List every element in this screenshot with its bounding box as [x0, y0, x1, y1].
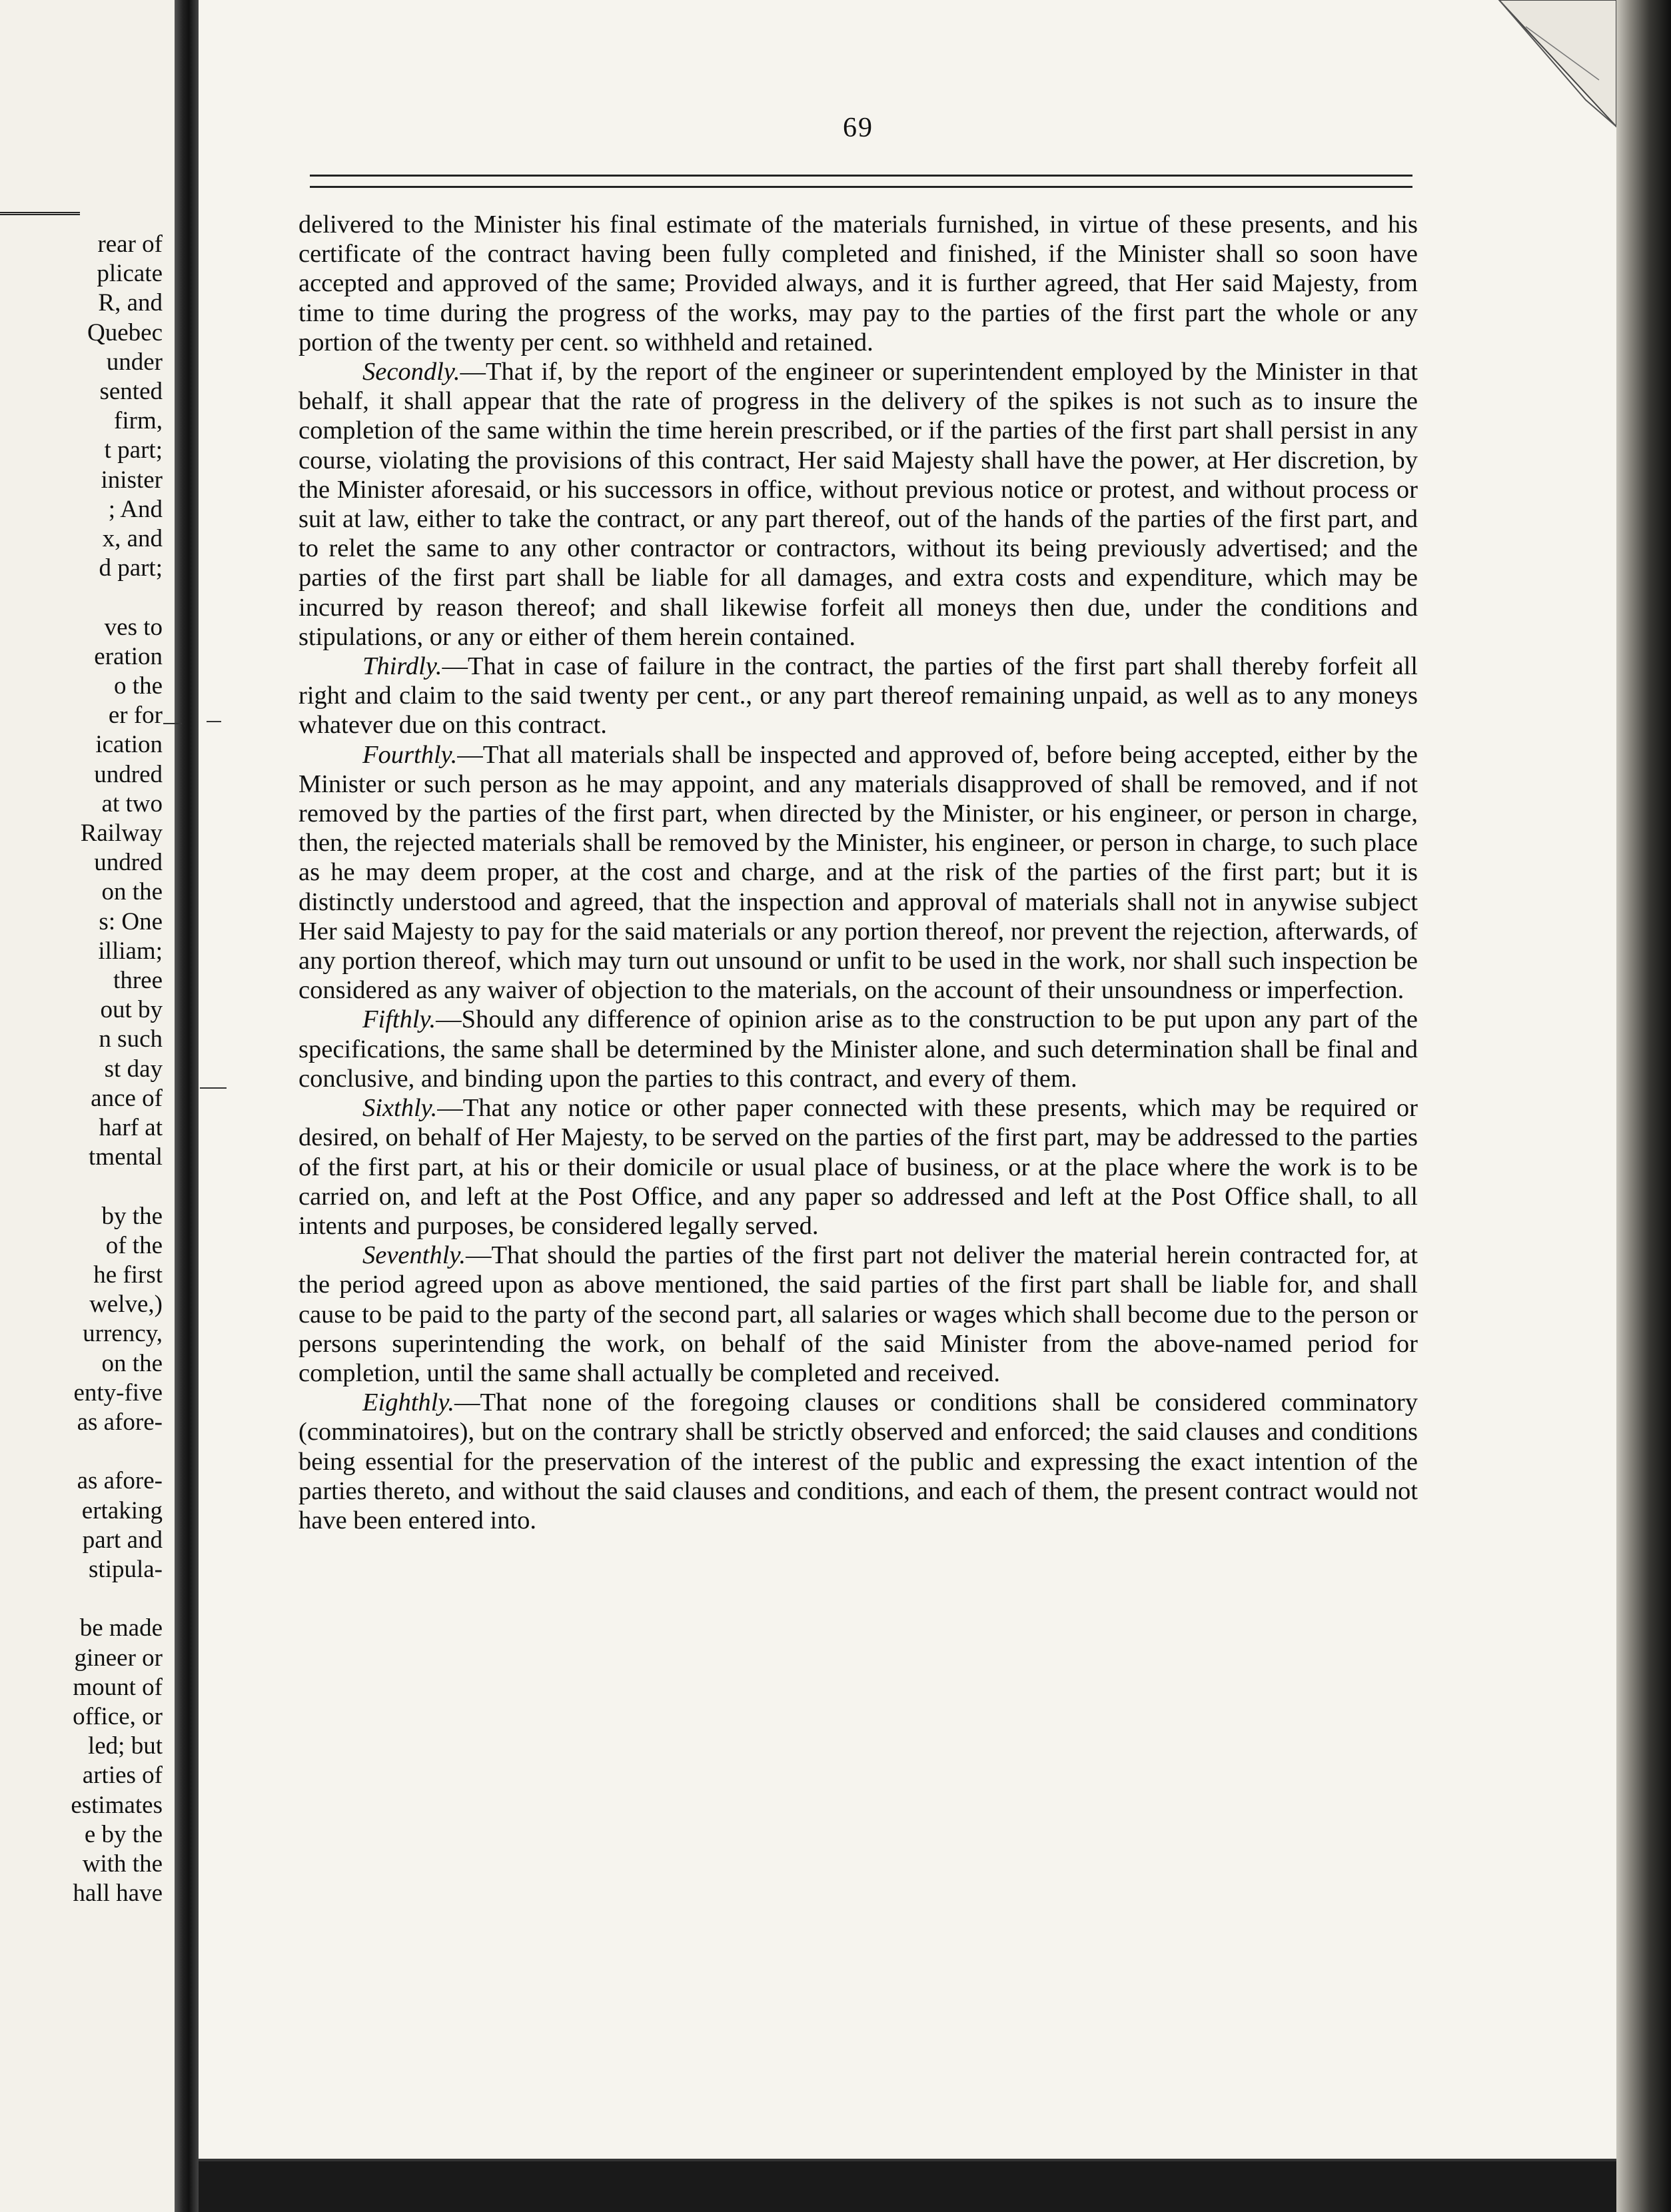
left-page-line: part and	[82, 1526, 163, 1554]
paragraph	[298, 1005, 1418, 1093]
left-page-rule	[0, 212, 80, 215]
left-page-line: e by the	[84, 1820, 163, 1848]
left-page-line: illiam;	[98, 937, 163, 965]
left-page-line: tmental	[89, 1143, 163, 1171]
left-page-line: enty-five	[73, 1379, 163, 1406]
left-page-line: plicate	[97, 260, 163, 288]
left-page-line: harf at	[99, 1114, 163, 1141]
left-page-line: x, and	[102, 525, 163, 552]
header-rule	[310, 175, 1412, 188]
left-page-fragment	[0, 0, 175, 2212]
book-gutter	[175, 0, 199, 2212]
left-page-line: ves to	[104, 613, 163, 641]
paragraph	[298, 1093, 1418, 1241]
left-page-line: ; And	[108, 495, 163, 523]
left-page-line: eration	[94, 642, 163, 670]
left-page-line: of the	[105, 1231, 163, 1259]
left-page-line: n such	[99, 1025, 163, 1053]
left-page-line: ertaking	[81, 1496, 163, 1524]
page-edge	[1616, 0, 1671, 2212]
paragraph	[298, 210, 1418, 357]
left-page-line: er for	[108, 702, 163, 730]
left-page-line: gineer or	[74, 1644, 163, 1672]
left-page-line: on the	[101, 878, 163, 906]
left-page-line: out by	[100, 996, 163, 1024]
left-page-line: sented	[99, 378, 163, 405]
paragraph	[298, 1388, 1418, 1535]
paragraph-lead: Fourthly.	[362, 740, 458, 769]
left-page-line: st day	[104, 1055, 163, 1083]
left-page-line: s: One	[99, 907, 163, 935]
left-page-line: on the	[101, 1349, 163, 1377]
left-page-line: with the	[82, 1850, 163, 1878]
left-page-line: as afore-	[77, 1408, 163, 1436]
margin-mark	[200, 1087, 227, 1089]
paragraph-lead: Sixthly.	[362, 1094, 438, 1123]
left-page-line: Quebec	[87, 318, 163, 346]
left-page-line: led; but	[87, 1732, 163, 1760]
left-page-line: inister	[101, 466, 163, 494]
paragraph	[298, 357, 1418, 652]
left-page-line: rear of	[97, 231, 163, 258]
left-page-line: ication	[95, 731, 163, 759]
left-page-line: arties of	[82, 1762, 163, 1790]
left-page-line: d part;	[99, 554, 163, 582]
paragraph-text: —Should any difference of opinion arise as to the construction to be put upon any part of the specifications, the same shall be determined by the Minister alone, and such determination shall be final and conclusive, and binding upon the parties to this contract, and every of them.	[298, 1005, 1418, 1093]
paragraph-lead: Secondly.	[362, 358, 460, 386]
left-page-line: o the	[114, 672, 163, 700]
left-page-line: R, and	[98, 289, 163, 317]
paragraph	[298, 652, 1418, 740]
left-page-line: estimates	[71, 1791, 163, 1819]
paragraph-text: —That none of the foregoing clauses or conditions shall be considered comminatory (comminatoires), but on the contrary shall be strictly observed and enforced; the said clauses and conditions being essential for the preservation of the interest of the public and expressing the exact intention of the parties thereto, and without the said clauses and conditions, and each of them, the present contract would not have been entered into.	[298, 1388, 1418, 1534]
paragraph-lead: Fifthly.	[362, 1005, 436, 1034]
paragraph	[298, 740, 1418, 1005]
left-page-line: stipula-	[89, 1556, 163, 1583]
left-page-line: under	[106, 348, 163, 376]
left-page-line: three	[113, 967, 163, 994]
left-page-line: undred	[94, 849, 163, 877]
paragraph-lead: Seventhly.	[362, 1241, 466, 1270]
left-page-line: mount of	[73, 1673, 163, 1701]
paragraph-text: —That all materials shall be inspected and approved of, before being accepted, either by the Minister or such person as he may appoint, and any materials disapproved of shall be removed, and if not removed by the parties of the first part, when directed by the Minister, or his engineer, or person in charge, then, the rejected materials shall be removed by the Minister, his engineer, or person in charge, to such place as he may deem proper, at the cost and charge, and at the risk of the parties of the first part; but it is distinctly understood and agreed, that the inspection and approval of materials shall not in anywise subject Her said Majesty to pay for the said materials or any portion thereof, nor prevent the rejection, afterwards, of any portion thereof, which may turn out unsound or unfit to be used in the work, nor shall such inspection be considered as any waiver of objection to the materials, on the account of their unsoundness or imperfection.	[298, 740, 1418, 1005]
left-page-line: firm,	[114, 407, 163, 435]
left-page-line: at two	[101, 790, 163, 818]
left-page-line: t part;	[104, 436, 163, 464]
left-page-line: be made	[79, 1614, 163, 1642]
left-page-line: by the	[101, 1202, 163, 1230]
left-page-line: hall have	[73, 1880, 163, 1908]
paragraph-text: —That any notice or other paper connected with these presents, which may be required or desired, on behalf of Her Majesty, to be served on the parties of the first part, may be addressed to the parties of the first part, at his or their domicile or usual place of business, or at the place where the work is to be carried on, and left at the Post Office, and any paper so addressed and left at the Post Office shall, to all intents and purposes, be considered legally served.	[298, 1094, 1418, 1240]
left-page-line: ance of	[91, 1084, 163, 1112]
left-page-line: welve,)	[89, 1291, 163, 1319]
margin-mark	[163, 723, 182, 724]
left-page-line: he first	[93, 1261, 163, 1289]
paragraph-lead: Eighthly.	[362, 1388, 454, 1417]
paragraph-text: —That should the parties of the first part not deliver the material herein contracted for, at the period agreed upon as above mentioned, the said parties of the first part shall be liable for, and shall cause to be paid to the party of the second part, all salaries or wages which shall become due to the person or persons superintending the work, on behalf of the said Minister from the above-named period for completion, until the same shall actually be completed and received.	[298, 1241, 1418, 1387]
left-page-line: urrency,	[83, 1320, 163, 1348]
folded-corner	[1486, 0, 1616, 133]
left-page-line: undred	[94, 760, 163, 788]
body-text	[298, 210, 1418, 1535]
paragraph-text: —That in case of failure in the contract, the parties of the first part shall thereby forfeit all right and claim to the said twenty per cent., or any part thereof remaining unpaid, as well as to any moneys whatever due on this contract.	[298, 652, 1418, 740]
page-number: 69	[843, 113, 873, 143]
paragraph-lead: Thirdly.	[362, 652, 442, 681]
left-page-line: office, or	[73, 1703, 163, 1730]
left-page-line: as afore-	[77, 1467, 163, 1495]
left-page-line: Railway	[80, 820, 163, 847]
paragraph	[298, 1241, 1418, 1388]
margin-mark	[207, 721, 221, 722]
paragraph-text: delivered to the Minister his final estimate of the materials furnished, in virtue of these presents, and his certificate of the contract having been fully completed and finished, if the Minister shall so soon have accepted and approved of the same; Provided always, and it is further agreed, that Her said Majesty, from time to time during the progress of the works, may pay to the parties of the first part the whole or any portion of the twenty per cent. so withheld and retained.	[298, 211, 1418, 356]
paragraph-text: —That if, by the report of the engineer or superintendent employed by the Minister in that behalf, it shall appear that the rate of progress in the delivery of the spikes is not such as to insure the completion of the same within the time herein prescribed, or if the parties of the first part shall persist in any course, violating the provisions of this contract, Her said Majesty shall have the power, at Her discretion, by the Minister aforesaid, or his successors in office, without previous notice or protest, and without process or suit at law, either to take the contract, or any part thereof, out of the hands of the parties of the first part, and to relet the same to any other contractor or contractors, without its being previously advertised; and the parties of the first part shall be liable for all damages, and extra costs and expenditure, which may be incurred by reason thereof; and shall likewise forfeit all moneys then due, under the conditions and stipulations, or any or either of them herein contained.	[298, 358, 1418, 651]
